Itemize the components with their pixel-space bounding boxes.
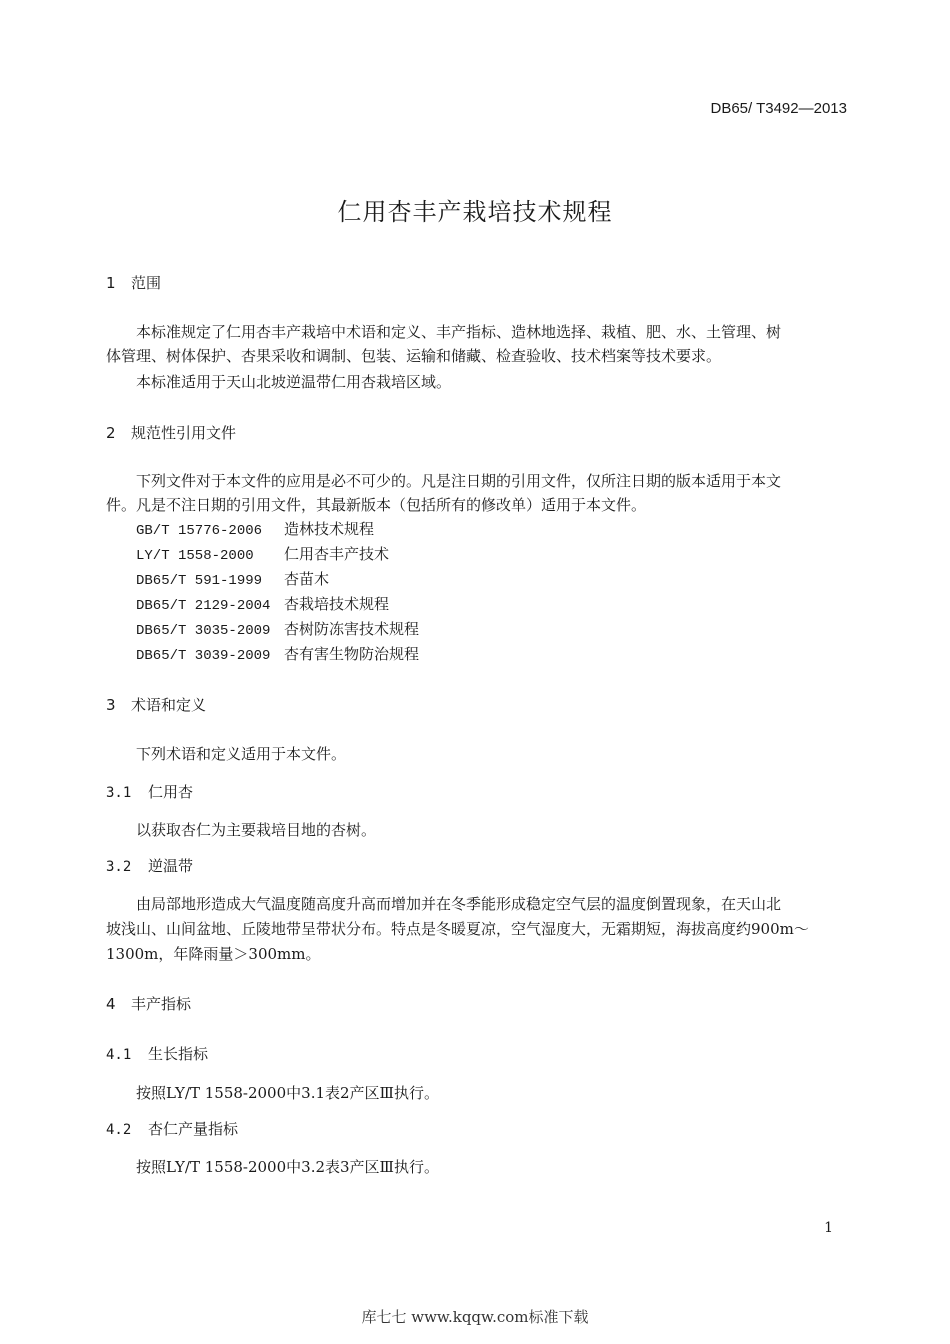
- reference-item: [136, 617, 419, 644]
- reference-name: 杏有害生物防治规程: [284, 645, 420, 663]
- reference-code: DB65/T 3035-2009: [136, 623, 271, 639]
- subsection-title: 仁用杏: [148, 783, 194, 801]
- page-title: 仁用杏丰产栽培技术规程: [337, 198, 613, 226]
- section-number: 1: [106, 274, 116, 292]
- paragraph-line: 以获取杏仁为主要栽培目地的杏树。: [136, 821, 377, 839]
- standard-code: DB65/ T3492—2013: [710, 100, 847, 117]
- subsection-4-2-heading: [106, 1118, 238, 1139]
- reference-code: GB/T 15776-2006: [136, 523, 263, 539]
- paragraph-line: 体管理、树体保护、杏果采收和调制、包装、运输和储藏、检查验收、技术档案等技术要求。: [106, 347, 722, 365]
- subsection-title: 生长指标: [148, 1045, 209, 1063]
- reference-code: DB65/T 3039-2009: [136, 648, 271, 664]
- paragraph-line: 本标准规定了仁用杏丰产栽培中术语和定义、丰产指标、造林地选择、栽植、肥、水、土管理、树: [136, 323, 782, 341]
- subsection-number: 4.2: [106, 1122, 132, 1138]
- section-title: 范围: [131, 274, 162, 292]
- reference-item: [136, 642, 419, 669]
- section-number: 4: [106, 995, 116, 1013]
- page-number: 1: [824, 1220, 833, 1236]
- subsection-title: 逆温带: [148, 857, 194, 875]
- section-3-heading: [106, 694, 206, 715]
- subsection-3-1-heading: [106, 781, 193, 802]
- reference-code: DB65/T 591-1999: [136, 573, 263, 589]
- paragraph-line: 1300m，年降雨量＞300mm。: [106, 945, 321, 963]
- section-title: 丰产指标: [131, 995, 192, 1013]
- paragraph-line: 按照LY/T 1558-2000中3.1表2产区Ⅲ执行。: [136, 1084, 440, 1102]
- section-number: 3: [106, 696, 116, 714]
- reference-name: 仁用杏丰产技术: [284, 545, 390, 563]
- subsection-4-1-heading: [106, 1043, 208, 1064]
- reference-item: [136, 542, 389, 569]
- paragraph-line: 本标准适用于天山北坡逆温带仁用杏栽培区域。: [136, 373, 452, 391]
- reference-name: 杏苗木: [284, 570, 330, 588]
- paragraph-line: 坡浅山、山间盆地、丘陵地带呈带状分布。特点是冬暖夏凉，空气湿度大，无霜期短，海拔高度约900m～: [106, 920, 809, 938]
- paragraph-line: 下列术语和定义适用于本文件。: [136, 745, 347, 763]
- subsection-number: 3.1: [106, 785, 132, 801]
- section-title: 规范性引用文件: [131, 424, 237, 442]
- section-2-heading: [106, 422, 236, 443]
- paragraph-line: 按照LY/T 1558-2000中3.2表3产区Ⅲ执行。: [136, 1158, 440, 1176]
- paragraph-line: 下列文件对于本文件的应用是必不可少的。凡是注日期的引用文件，仅所注日期的版本适用于本文: [136, 472, 782, 490]
- section-title: 术语和定义: [131, 696, 207, 714]
- subsection-title: 杏仁产量指标: [148, 1120, 239, 1138]
- reference-item: [136, 592, 389, 619]
- paragraph-line: 件。凡是不注日期的引用文件，其最新版本（包括所有的修改单）适用于本文件。: [106, 496, 647, 514]
- reference-name: 杏树防冻害技术规程: [284, 620, 420, 638]
- reference-name: 杏栽培技术规程: [284, 595, 390, 613]
- reference-item: [136, 517, 374, 544]
- subsection-3-2-heading: [106, 855, 193, 876]
- reference-code: DB65/T 2129-2004: [136, 598, 271, 614]
- section-1-heading: [106, 272, 161, 293]
- section-number: 2: [106, 424, 116, 442]
- reference-item: [136, 567, 329, 594]
- subsection-number: 4.1: [106, 1047, 132, 1063]
- paragraph-line: 由局部地形造成大气温度随高度升高而增加并在冬季能形成稳定空气层的温度倒置现象，在天山北: [136, 895, 782, 913]
- reference-name: 造林技术规程: [284, 520, 375, 538]
- reference-code: LY/T 1558-2000: [136, 548, 254, 564]
- subsection-number: 3.2: [106, 859, 132, 875]
- section-4-heading: [106, 993, 191, 1014]
- footer-watermark: 库七七 www.kqqw.com标准下载: [361, 1308, 589, 1326]
